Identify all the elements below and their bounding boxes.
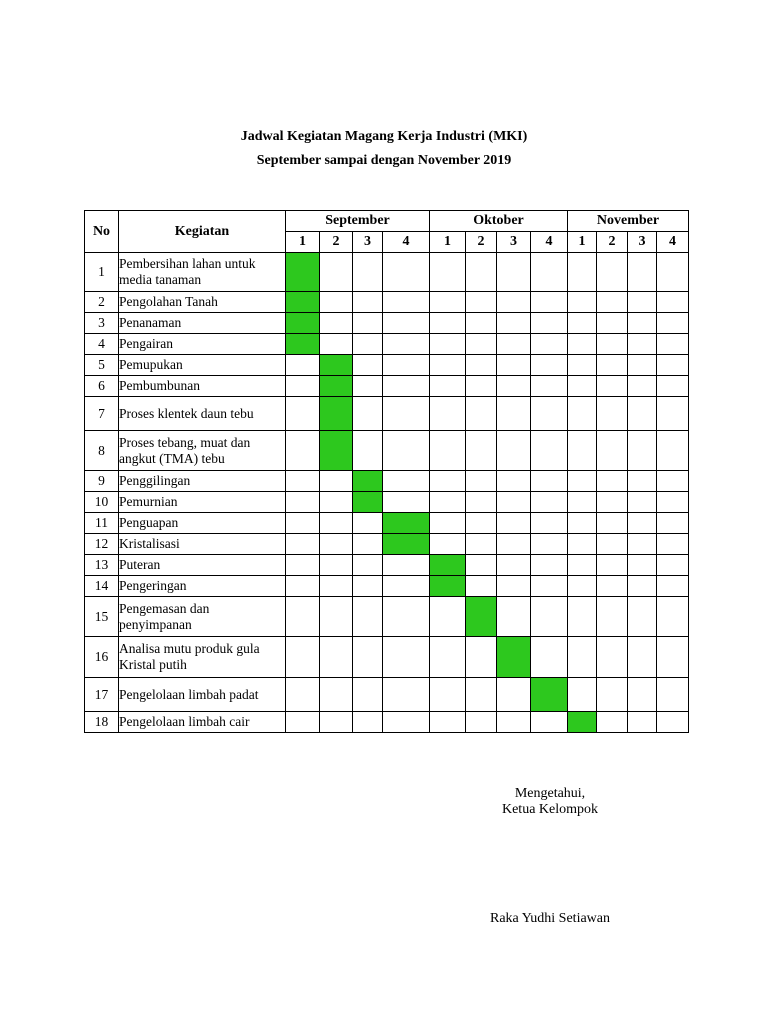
activity-name: Pengelolaan limbah cair — [119, 712, 286, 733]
schedule-cell — [568, 376, 597, 397]
schedule-cell — [531, 292, 568, 313]
schedule-cell — [286, 678, 320, 712]
leader-name: Raka Yudhi Setiawan — [489, 911, 610, 926]
schedule-cell — [568, 637, 597, 678]
schedule-cell — [353, 431, 383, 471]
schedule-cell — [657, 576, 689, 597]
schedule-cell — [568, 334, 597, 355]
activity-name: Pembumbunan — [119, 376, 286, 397]
schedule-cell — [466, 637, 497, 678]
row-number: 5 — [85, 355, 119, 376]
row-number: 6 — [85, 376, 119, 397]
schedule-cell — [353, 678, 383, 712]
schedule-cell — [531, 513, 568, 534]
schedule-cell — [657, 637, 689, 678]
header-week: 4 — [383, 232, 430, 253]
schedule-cell-filled — [568, 712, 597, 733]
schedule-cell — [320, 637, 353, 678]
row-number: 17 — [85, 678, 119, 712]
schedule-cell — [628, 597, 657, 637]
schedule-cell — [466, 678, 497, 712]
schedule-cell — [353, 313, 383, 334]
table-row — [85, 712, 689, 733]
table-row — [85, 292, 689, 313]
schedule-cell-filled — [286, 292, 320, 313]
schedule-cell — [657, 253, 689, 292]
schedule-cell — [497, 492, 531, 513]
schedule-cell — [430, 513, 466, 534]
header-week: 4 — [531, 232, 568, 253]
schedule-cell — [466, 576, 497, 597]
table-row — [85, 431, 689, 471]
schedule-cell — [597, 555, 628, 576]
schedule-cell — [430, 597, 466, 637]
schedule-cell-filled — [320, 397, 353, 431]
table-row — [85, 355, 689, 376]
schedule-cell — [531, 492, 568, 513]
table-row — [85, 513, 689, 534]
activity-name: Pembersihan lahan untuk media tanaman — [119, 253, 286, 292]
schedule-cell — [568, 397, 597, 431]
schedule-cell — [597, 534, 628, 555]
schedule-cell — [628, 637, 657, 678]
schedule-table — [84, 210, 689, 733]
header-week: 4 — [657, 232, 689, 253]
schedule-cell-filled — [286, 313, 320, 334]
schedule-cell — [497, 431, 531, 471]
schedule-cell — [320, 597, 353, 637]
schedule-cell-filled — [383, 513, 430, 534]
schedule-cell — [597, 313, 628, 334]
row-number: 15 — [85, 597, 119, 637]
schedule-cell — [531, 431, 568, 471]
schedule-cell-filled — [320, 355, 353, 376]
schedule-cell-filled — [531, 678, 568, 712]
schedule-cell — [286, 431, 320, 471]
schedule-cell — [628, 253, 657, 292]
header-week: 1 — [568, 232, 597, 253]
activity-name: Pemurnian — [119, 492, 286, 513]
schedule-cell — [497, 555, 531, 576]
schedule-cell — [430, 431, 466, 471]
schedule-cell — [383, 292, 430, 313]
schedule-cell — [531, 334, 568, 355]
schedule-cell — [430, 376, 466, 397]
activity-name: Analisa mutu produk gula Kristal putih — [119, 637, 286, 678]
schedule-cell — [657, 555, 689, 576]
schedule-cell — [628, 555, 657, 576]
schedule-cell — [568, 355, 597, 376]
schedule-cell-filled — [383, 534, 430, 555]
header-week: 3 — [353, 232, 383, 253]
schedule-cell — [466, 492, 497, 513]
activity-name: Proses klentek daun tebu — [119, 397, 286, 431]
schedule-cell — [531, 576, 568, 597]
schedule-cell — [597, 376, 628, 397]
schedule-cell — [353, 513, 383, 534]
schedule-cell — [568, 534, 597, 555]
activity-name: Pengeringan — [119, 576, 286, 597]
schedule-cell — [353, 376, 383, 397]
header-week: 2 — [466, 232, 497, 253]
schedule-cell-filled — [353, 492, 383, 513]
header-month-november: November — [568, 211, 689, 232]
schedule-cell — [383, 597, 430, 637]
schedule-cell — [628, 355, 657, 376]
schedule-cell — [286, 576, 320, 597]
schedule-cell-filled — [497, 637, 531, 678]
schedule-cell — [320, 513, 353, 534]
schedule-cell — [466, 534, 497, 555]
schedule-cell — [497, 292, 531, 313]
schedule-cell — [531, 597, 568, 637]
schedule-cell — [657, 597, 689, 637]
table-row — [85, 637, 689, 678]
schedule-cell — [597, 334, 628, 355]
schedule-cell — [430, 253, 466, 292]
schedule-cell — [383, 678, 430, 712]
header-activity: Kegiatan — [119, 211, 286, 253]
schedule-cell — [383, 576, 430, 597]
schedule-cell — [597, 576, 628, 597]
schedule-cell — [286, 597, 320, 637]
schedule-cell — [286, 513, 320, 534]
schedule-cell — [497, 471, 531, 492]
schedule-cell — [597, 513, 628, 534]
schedule-cell — [320, 253, 353, 292]
schedule-cell — [657, 534, 689, 555]
schedule-cell — [628, 534, 657, 555]
schedule-cell — [430, 637, 466, 678]
schedule-cell — [286, 355, 320, 376]
schedule-cell — [597, 253, 628, 292]
schedule-cell-filled — [320, 376, 353, 397]
activity-name: Penggilingan — [119, 471, 286, 492]
schedule-cell — [531, 376, 568, 397]
table-row — [85, 397, 689, 431]
schedule-cell — [657, 431, 689, 471]
schedule-cell — [286, 534, 320, 555]
schedule-cell — [353, 292, 383, 313]
schedule-cell — [597, 637, 628, 678]
schedule-cell — [497, 397, 531, 431]
schedule-cell — [497, 253, 531, 292]
schedule-cell — [286, 637, 320, 678]
schedule-cell — [430, 471, 466, 492]
schedule-cell — [568, 292, 597, 313]
schedule-cell-filled — [286, 334, 320, 355]
schedule-cell — [497, 313, 531, 334]
schedule-cell — [628, 678, 657, 712]
schedule-cell — [657, 492, 689, 513]
table-row — [85, 376, 689, 397]
activity-name: Proses tebang, muat dan angkut (TMA) tebu — [119, 431, 286, 471]
table-row — [85, 555, 689, 576]
schedule-cell — [353, 712, 383, 733]
schedule-cell — [430, 492, 466, 513]
schedule-cell — [531, 397, 568, 431]
schedule-cell — [597, 355, 628, 376]
schedule-cell — [568, 253, 597, 292]
schedule-cell — [531, 637, 568, 678]
row-number: 2 — [85, 292, 119, 313]
schedule-cell — [568, 555, 597, 576]
row-number: 11 — [85, 513, 119, 534]
schedule-cell — [383, 376, 430, 397]
schedule-cell — [466, 253, 497, 292]
schedule-cell — [657, 355, 689, 376]
schedule-cell — [657, 471, 689, 492]
schedule-cell — [383, 712, 430, 733]
schedule-cell — [466, 292, 497, 313]
schedule-cell — [628, 712, 657, 733]
schedule-cell — [466, 313, 497, 334]
schedule-body — [85, 253, 689, 733]
schedule-cell — [628, 576, 657, 597]
schedule-cell — [657, 513, 689, 534]
document-subtitle: September sampai dengan November 2019 — [256, 153, 512, 168]
schedule-cell — [353, 253, 383, 292]
schedule-cell — [597, 431, 628, 471]
header-week: 1 — [286, 232, 320, 253]
header-row-months — [85, 211, 689, 232]
row-number: 4 — [85, 334, 119, 355]
schedule-cell — [531, 355, 568, 376]
schedule-cell — [657, 712, 689, 733]
schedule-cell — [320, 292, 353, 313]
row-number: 8 — [85, 431, 119, 471]
schedule-cell — [430, 292, 466, 313]
row-number: 14 — [85, 576, 119, 597]
row-number: 18 — [85, 712, 119, 733]
activity-name: Pengemasan dan penyimpanan — [119, 597, 286, 637]
schedule-cell — [466, 513, 497, 534]
table-row — [85, 576, 689, 597]
schedule-cell — [320, 576, 353, 597]
table-row — [85, 253, 689, 292]
schedule-cell — [286, 376, 320, 397]
schedule-cell — [497, 513, 531, 534]
schedule-cell — [466, 355, 497, 376]
schedule-cell — [383, 313, 430, 334]
schedule-cell — [320, 678, 353, 712]
schedule-cell — [597, 397, 628, 431]
schedule-cell — [531, 534, 568, 555]
schedule-cell-filled — [430, 576, 466, 597]
schedule-cell — [531, 253, 568, 292]
schedule-cell — [466, 712, 497, 733]
table-row — [85, 334, 689, 355]
schedule-cell — [657, 292, 689, 313]
schedule-cell — [383, 431, 430, 471]
header-week: 2 — [597, 232, 628, 253]
schedule-cell — [430, 397, 466, 431]
schedule-cell — [383, 334, 430, 355]
row-number: 13 — [85, 555, 119, 576]
activity-name: Puteran — [119, 555, 286, 576]
header-week: 1 — [430, 232, 466, 253]
header-week: 3 — [628, 232, 657, 253]
schedule-cell — [568, 492, 597, 513]
table-row — [85, 534, 689, 555]
schedule-cell — [430, 355, 466, 376]
header-month-oktober: Oktober — [430, 211, 568, 232]
schedule-cell — [353, 637, 383, 678]
schedule-cell — [466, 397, 497, 431]
schedule-cell — [628, 397, 657, 431]
schedule-cell — [597, 492, 628, 513]
schedule-cell — [383, 355, 430, 376]
acknowledged-label: Mengetahui, — [514, 786, 586, 801]
row-number: 3 — [85, 313, 119, 334]
schedule-cell — [497, 576, 531, 597]
schedule-cell — [430, 678, 466, 712]
header-week: 3 — [497, 232, 531, 253]
activity-name: Pengairan — [119, 334, 286, 355]
schedule-cell — [286, 397, 320, 431]
schedule-cell — [286, 471, 320, 492]
schedule-cell — [383, 253, 430, 292]
activity-name: Pengelolaan limbah padat — [119, 678, 286, 712]
schedule-cell — [597, 292, 628, 313]
header-month-september: September — [286, 211, 430, 232]
row-number: 1 — [85, 253, 119, 292]
schedule-cell-filled — [320, 431, 353, 471]
activity-name: Pengolahan Tanah — [119, 292, 286, 313]
schedule-cell — [597, 712, 628, 733]
schedule-cell — [320, 334, 353, 355]
schedule-cell — [497, 712, 531, 733]
schedule-cell — [320, 712, 353, 733]
schedule-cell — [497, 678, 531, 712]
schedule-cell — [497, 376, 531, 397]
schedule-cell — [286, 492, 320, 513]
schedule-cell — [430, 712, 466, 733]
schedule-cell — [657, 678, 689, 712]
activity-name: Penanaman — [119, 313, 286, 334]
schedule-cell — [353, 355, 383, 376]
schedule-cell — [628, 471, 657, 492]
schedule-cell — [320, 471, 353, 492]
schedule-cell — [568, 678, 597, 712]
schedule-cell-filled — [353, 471, 383, 492]
schedule-cell — [353, 397, 383, 431]
schedule-cell — [497, 534, 531, 555]
schedule-cell — [497, 597, 531, 637]
schedule-cell — [353, 576, 383, 597]
row-number: 10 — [85, 492, 119, 513]
schedule-cell — [466, 555, 497, 576]
header-no: No — [85, 211, 119, 253]
schedule-cell — [430, 534, 466, 555]
schedule-cell — [568, 313, 597, 334]
row-number: 7 — [85, 397, 119, 431]
schedule-cell — [531, 471, 568, 492]
schedule-cell — [568, 431, 597, 471]
activity-name: Pemupukan — [119, 355, 286, 376]
activity-name: Penguapan — [119, 513, 286, 534]
schedule-cell — [286, 712, 320, 733]
schedule-cell — [531, 555, 568, 576]
table-row — [85, 597, 689, 637]
schedule-cell — [353, 597, 383, 637]
schedule-cell — [628, 513, 657, 534]
schedule-cell — [531, 313, 568, 334]
schedule-cell — [568, 471, 597, 492]
schedule-cell — [320, 534, 353, 555]
schedule-cell — [628, 431, 657, 471]
schedule-cell — [383, 397, 430, 431]
schedule-cell — [568, 513, 597, 534]
schedule-cell — [383, 492, 430, 513]
schedule-cell-filled — [430, 555, 466, 576]
leader-role: Ketua Kelompok — [501, 802, 599, 817]
schedule-cell — [497, 355, 531, 376]
schedule-cell — [466, 471, 497, 492]
schedule-cell — [497, 334, 531, 355]
schedule-cell — [320, 313, 353, 334]
table-row — [85, 678, 689, 712]
schedule-cell — [628, 292, 657, 313]
schedule-cell — [597, 678, 628, 712]
schedule-cell — [466, 334, 497, 355]
schedule-cell — [383, 471, 430, 492]
schedule-cell — [628, 334, 657, 355]
schedule-cell — [353, 555, 383, 576]
row-number: 12 — [85, 534, 119, 555]
schedule-cell — [430, 313, 466, 334]
table-row — [85, 313, 689, 334]
schedule-cell — [628, 492, 657, 513]
schedule-cell — [383, 637, 430, 678]
schedule-cell — [466, 376, 497, 397]
schedule-cell-filled — [286, 253, 320, 292]
schedule-cell — [320, 555, 353, 576]
schedule-cell — [383, 555, 430, 576]
schedule-cell-filled — [466, 597, 497, 637]
schedule-cell — [597, 471, 628, 492]
schedule-cell — [286, 555, 320, 576]
schedule-cell — [430, 334, 466, 355]
schedule-cell — [657, 313, 689, 334]
document-title: Jadwal Kegiatan Magang Kerja Industri (MKI) — [240, 129, 528, 144]
schedule-cell — [353, 334, 383, 355]
schedule-cell — [568, 576, 597, 597]
table-row — [85, 471, 689, 492]
header-week: 2 — [320, 232, 353, 253]
row-number: 9 — [85, 471, 119, 492]
schedule-cell — [657, 397, 689, 431]
schedule-cell — [568, 597, 597, 637]
schedule-cell — [353, 534, 383, 555]
schedule-cell — [597, 597, 628, 637]
activity-name: Kristalisasi — [119, 534, 286, 555]
row-number: 16 — [85, 637, 119, 678]
schedule-cell — [657, 334, 689, 355]
table-row — [85, 492, 689, 513]
schedule-cell — [628, 376, 657, 397]
schedule-cell — [628, 313, 657, 334]
schedule-cell — [320, 492, 353, 513]
schedule-cell — [657, 376, 689, 397]
schedule-cell — [466, 431, 497, 471]
schedule-cell — [531, 712, 568, 733]
